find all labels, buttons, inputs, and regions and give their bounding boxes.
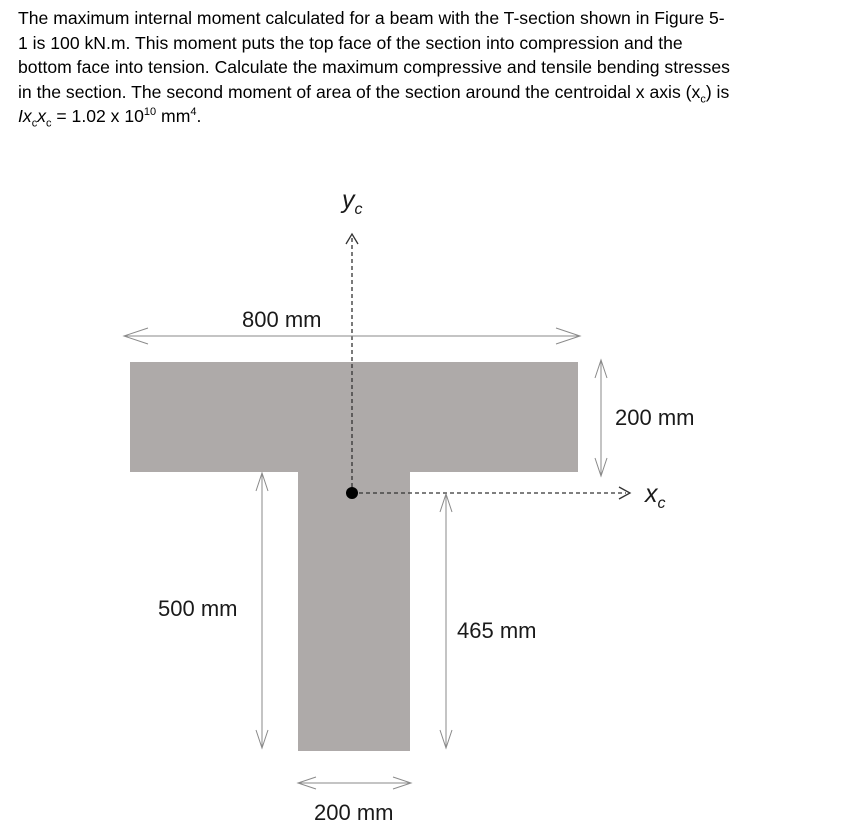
flange: [130, 362, 578, 472]
centroid-dot: [346, 487, 358, 499]
x-axis-letter: x: [645, 480, 658, 508]
problem-line-4-sub: c: [700, 93, 706, 106]
formula-symbol: Ix: [18, 106, 32, 126]
x-axis-subscript: c: [657, 495, 666, 512]
problem-line-4-end: ) is: [705, 81, 730, 102]
web-width-label: 200 mm: [314, 800, 394, 825]
flange-width-label: 800 mm: [242, 307, 322, 332]
problem-line-4-text: in the section. The second moment of area of the section around the centroidal x axis (x: [18, 81, 701, 102]
y-axis-subscript: c: [354, 201, 363, 218]
problem-line-3: bottom face into tension. Calculate the maximum compressive and tensile bending stresses: [18, 57, 730, 77]
x-axis-label: [644, 480, 666, 512]
flange-depth-label: 200 mm: [615, 405, 695, 430]
web-height-label: 500 mm: [158, 596, 238, 621]
formula-unit-exponent: 4: [190, 106, 197, 119]
centroid-depth-label: 465 mm: [457, 618, 537, 643]
formula-value: = 1.02 x 10: [51, 106, 144, 126]
formula-sub-1: c: [31, 117, 38, 130]
formula-period: .: [196, 106, 202, 126]
web: [298, 472, 410, 751]
formula-sub-2: c: [45, 117, 52, 130]
formula-x: x: [37, 106, 46, 126]
formula-unit: mm: [156, 106, 191, 126]
problem-line-2: 1 is 100 kN.m. This moment puts the top face of the section into compression and the: [18, 32, 683, 53]
y-axis-label: [340, 186, 363, 218]
y-axis-letter: y: [342, 186, 355, 214]
formula-exponent: 10: [143, 106, 157, 119]
problem-line-1: The maximum internal moment calculated for a beam with the T-section shown in Figure 5-: [18, 8, 725, 28]
